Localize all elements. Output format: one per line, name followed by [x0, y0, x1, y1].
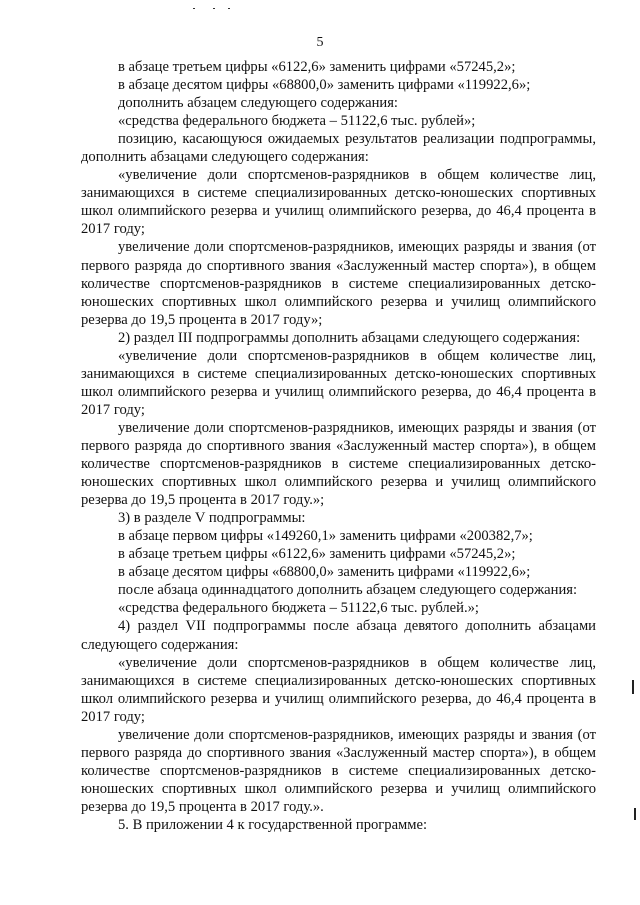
paragraph: позицию, касающуюся ожидаемых результатов реализации подпрограммы, дополнить абзацами следующего содержания: [81, 131, 596, 166]
scan-artifact [228, 8, 230, 9]
paragraph: в абзаце первом цифры «149260,1» заменить цифрами «200382,7»; [118, 528, 533, 545]
paragraph: в абзаце десятом цифры «68800,0» заменить цифрами «119922,6»; [118, 77, 531, 94]
page-number: 5 [316, 35, 324, 50]
scan-artifact [213, 8, 215, 9]
paragraph: после абзаца одиннадцатого дополнить абзацем следующего содержания: [118, 582, 578, 599]
scan-edge-mark [634, 808, 636, 820]
paragraph: «увеличение доли спортсменов-разрядников в общем количестве лиц, занимающихся в системе специализированных детско-юношеских спортивных школ олимпийского резерва и училищ олимпийского резерва, до 46,4 процента в 2017 году; [81, 167, 596, 238]
paragraph: 4) раздел VII подпрограммы после абзаца девятого дополнить абзацами следующего содержания: [81, 618, 596, 653]
paragraph: в абзаце третьем цифры «6122,6» заменить цифрами «57245,2»; [118, 59, 516, 75]
paragraph: в абзаце десятом цифры «68800,0» заменить цифрами «119922,6»; [118, 564, 531, 581]
paragraph: увеличение доли спортсменов-разрядников, имеющих разряды и звания (от первого разряда до спортивного звания «Заслуженный мастер спорта»), в общем количестве спортсменов-разрядников в системе специализированных детско-юношеских спортивных школ олимпийского резерва и училищ олимпийского резерва до 19,5 процента в 2017 году.». [81, 726, 596, 815]
scan-artifact [193, 8, 195, 9]
paragraph: 2) раздел III подпрограммы дополнить абзацами следующего содержания: [118, 329, 581, 346]
paragraph: «увеличение доли спортсменов-разрядников в общем количестве лиц, занимающихся в системе специализированных детско-юношеских спортивных школ олимпийского резерва и училищ олимпийского резерва, до 46,4 процента в 2017 году; [81, 347, 596, 418]
scan-edge-mark [632, 680, 634, 694]
paragraph: «средства федерального бюджета – 51122,6 тыс. рублей»; [118, 113, 476, 130]
paragraph: увеличение доли спортсменов-разрядников, имеющих разряды и звания (от первого разряда до спортивного звания «Заслуженный мастер спорта»), в общем количестве спортсменов-разрядников в системе специализированных детско-юношеских спортивных школ олимпийского резерва и училищ олимпийского резерва до 19,5 процента в 2017 году»; [81, 239, 596, 328]
paragraph: «увеличение доли спортсменов-разрядников в общем количестве лиц, занимающихся в системе специализированных детско-юношеских спортивных школ олимпийского резерва и училищ олимпийского резерва, до 46,4 процента в 2017 году; [81, 654, 596, 725]
paragraph: в абзаце третьем цифры «6122,6» заменить цифрами «57245,2»; [118, 546, 516, 563]
paragraph: дополнить абзацем следующего содержания: [118, 95, 398, 112]
paragraph: «средства федерального бюджета – 51122,6 тыс. рублей.»; [118, 600, 479, 617]
paragraph: увеличение доли спортсменов-разрядников, имеющих разряды и звания (от первого разряда до спортивного звания «Заслуженный мастер спорта»), в общем количестве спортсменов-разрядников в системе специализированных детско-юношеских спортивных школ олимпийского резерва и училищ олимпийского резерва до 19,5 процента в 2017 году.»; [81, 419, 596, 509]
paragraph: 5. В приложении 4 к государственной программе: [118, 816, 428, 833]
document-body [81, 58, 596, 834]
paragraph: 3) в разделе V подпрограммы: [118, 510, 306, 527]
